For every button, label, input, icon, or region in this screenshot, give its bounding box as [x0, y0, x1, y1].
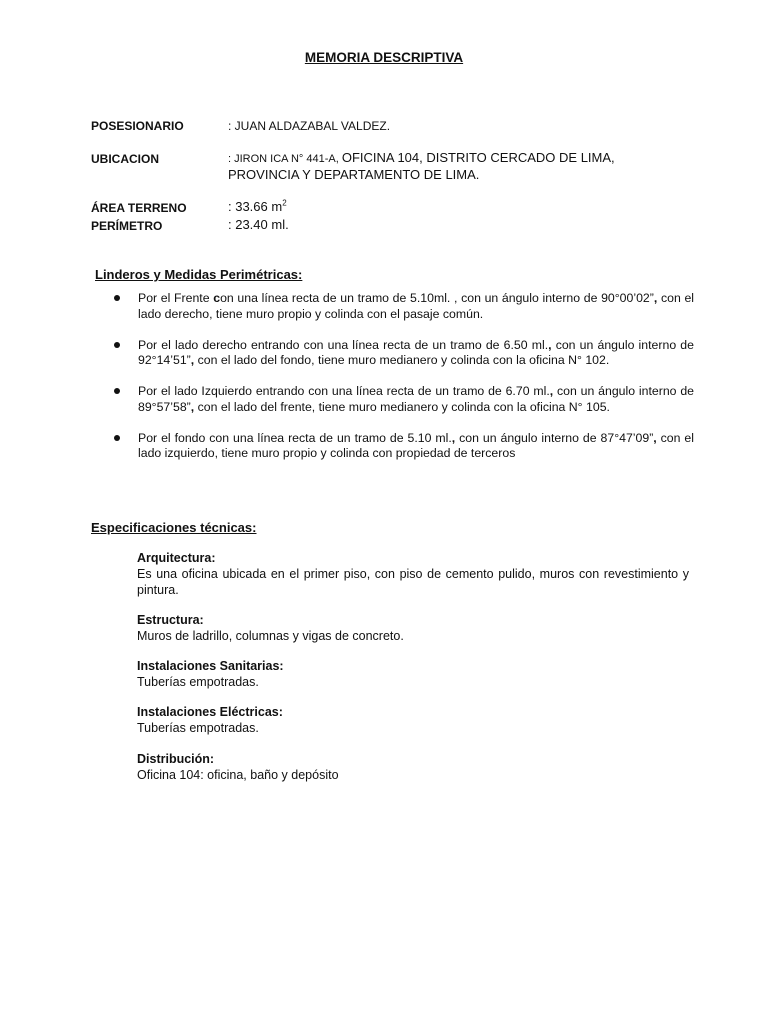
lindero-fondo: [112, 431, 694, 462]
spec-title: Estructura:: [137, 613, 204, 627]
lindero-text: con el lado derecho, tiene muro propio y colinda con el pasaje común.: [138, 291, 695, 321]
lindero-text: Por el lado Izquierdo entrando con una línea recta de un tramo de 6.70 ml.: [138, 384, 550, 398]
lindero-text: con un ángulo interno de 87°47’09”: [455, 430, 654, 445]
spec-text: Tuberías empotradas.: [137, 675, 259, 689]
ubicacion-label: UBICACION: [91, 152, 159, 166]
spec-title: Arquitectura:: [137, 551, 216, 565]
especificaciones-heading: Especificaciones técnicas:: [91, 520, 257, 535]
lindero-text: Por el lado derecho entrando con una línea recta de un tramo de 6.50 ml.: [138, 337, 549, 352]
lindero-text: con un ángulo interno de 92°14’51”: [138, 337, 694, 367]
ubicacion-province: PROVINCIA Y DEPARTAMENTO DE LIMA.: [228, 167, 480, 182]
lindero-text-bold: ,: [549, 384, 554, 398]
spec-arquitectura: [137, 550, 689, 598]
spec-estructura: [137, 612, 689, 644]
spec-electricas: [137, 704, 689, 736]
lindero-derecho: [112, 338, 694, 369]
lindero-text: con un ángulo interno de 89°57’58”: [138, 384, 694, 414]
linderos-list: [112, 291, 694, 477]
linderos-heading: Linderos y Medidas Perimétricas:: [95, 267, 303, 282]
posesionario-value: : JUAN ALDAZABAL VALDEZ.: [228, 119, 391, 133]
bullet-icon: [114, 435, 120, 441]
ubicacion-office: OFICINA 104, DISTRITO CERCADO DE LIMA,: [341, 150, 615, 165]
document-title: MEMORIA DESCRIPTIVA: [304, 50, 464, 65]
lindero-text-bold: ,: [653, 430, 657, 445]
spec-text: Tuberías empotradas.: [137, 721, 259, 735]
spec-title: Instalaciones Eléctricas:: [137, 705, 283, 719]
spec-title: Distribución:: [137, 752, 215, 766]
bullet-icon: [114, 388, 120, 394]
lindero-frente: [112, 291, 694, 322]
area-unit-superscript: 2: [282, 198, 287, 208]
lindero-text: con el lado del frente, tiene muro medianero y colinda con la oficina N° 105.: [194, 399, 610, 414]
area-value: [228, 199, 287, 214]
ubicacion-address: : JIRON ICA N° 441-A,: [228, 153, 342, 165]
lindero-text: Por el Frente: [138, 291, 214, 305]
lindero-text: con el lado izquierdo, tiene muro propio y colinda con propiedad de terceros: [138, 430, 694, 460]
lindero-text-bold: ,: [548, 337, 552, 352]
lindero-izquierdo: [112, 384, 694, 415]
area-label: ÁREA TERRENO: [91, 201, 187, 215]
bullet-icon: [114, 342, 120, 348]
lindero-text-bold: ,: [451, 430, 456, 445]
posesionario-label: POSESIONARIO: [91, 119, 184, 133]
ubicacion-value: [228, 150, 615, 183]
lindero-text-bold: ,: [190, 353, 195, 367]
spec-text: Muros de ladrillo, columnas y vigas de concreto.: [137, 629, 404, 643]
spec-title: Instalaciones Sanitarias:: [137, 659, 284, 673]
perimetro-value: : 23.40 ml.: [228, 217, 289, 232]
spec-text: Es una oficina ubicada en el primer piso, con piso de cemento pulido, muros con revestimiento y pintura.: [137, 567, 689, 597]
area-number: : 33.66 m: [228, 199, 283, 214]
perimetro-label: PERÍMETRO: [91, 219, 163, 233]
bullet-icon: [114, 295, 120, 301]
spec-text: Oficina 104: oficina, baño y depósito: [137, 768, 339, 782]
lindero-text-bold: ,: [653, 291, 658, 305]
lindero-text: Por el fondo con una línea recta de un tramo de 5.10 ml.: [138, 430, 452, 445]
spec-distribucion: [137, 751, 689, 783]
spec-sanitarias: [137, 658, 689, 690]
lindero-text: con el lado del fondo, tiene muro medianero y colinda con la oficina N° 102.: [194, 353, 610, 367]
lindero-text-bold: c: [213, 291, 221, 305]
lindero-text-bold: ,: [190, 399, 195, 414]
lindero-text: on una línea recta de un tramo de 5.10ml. , con un ángulo interno de 90°00’02”: [220, 291, 654, 305]
